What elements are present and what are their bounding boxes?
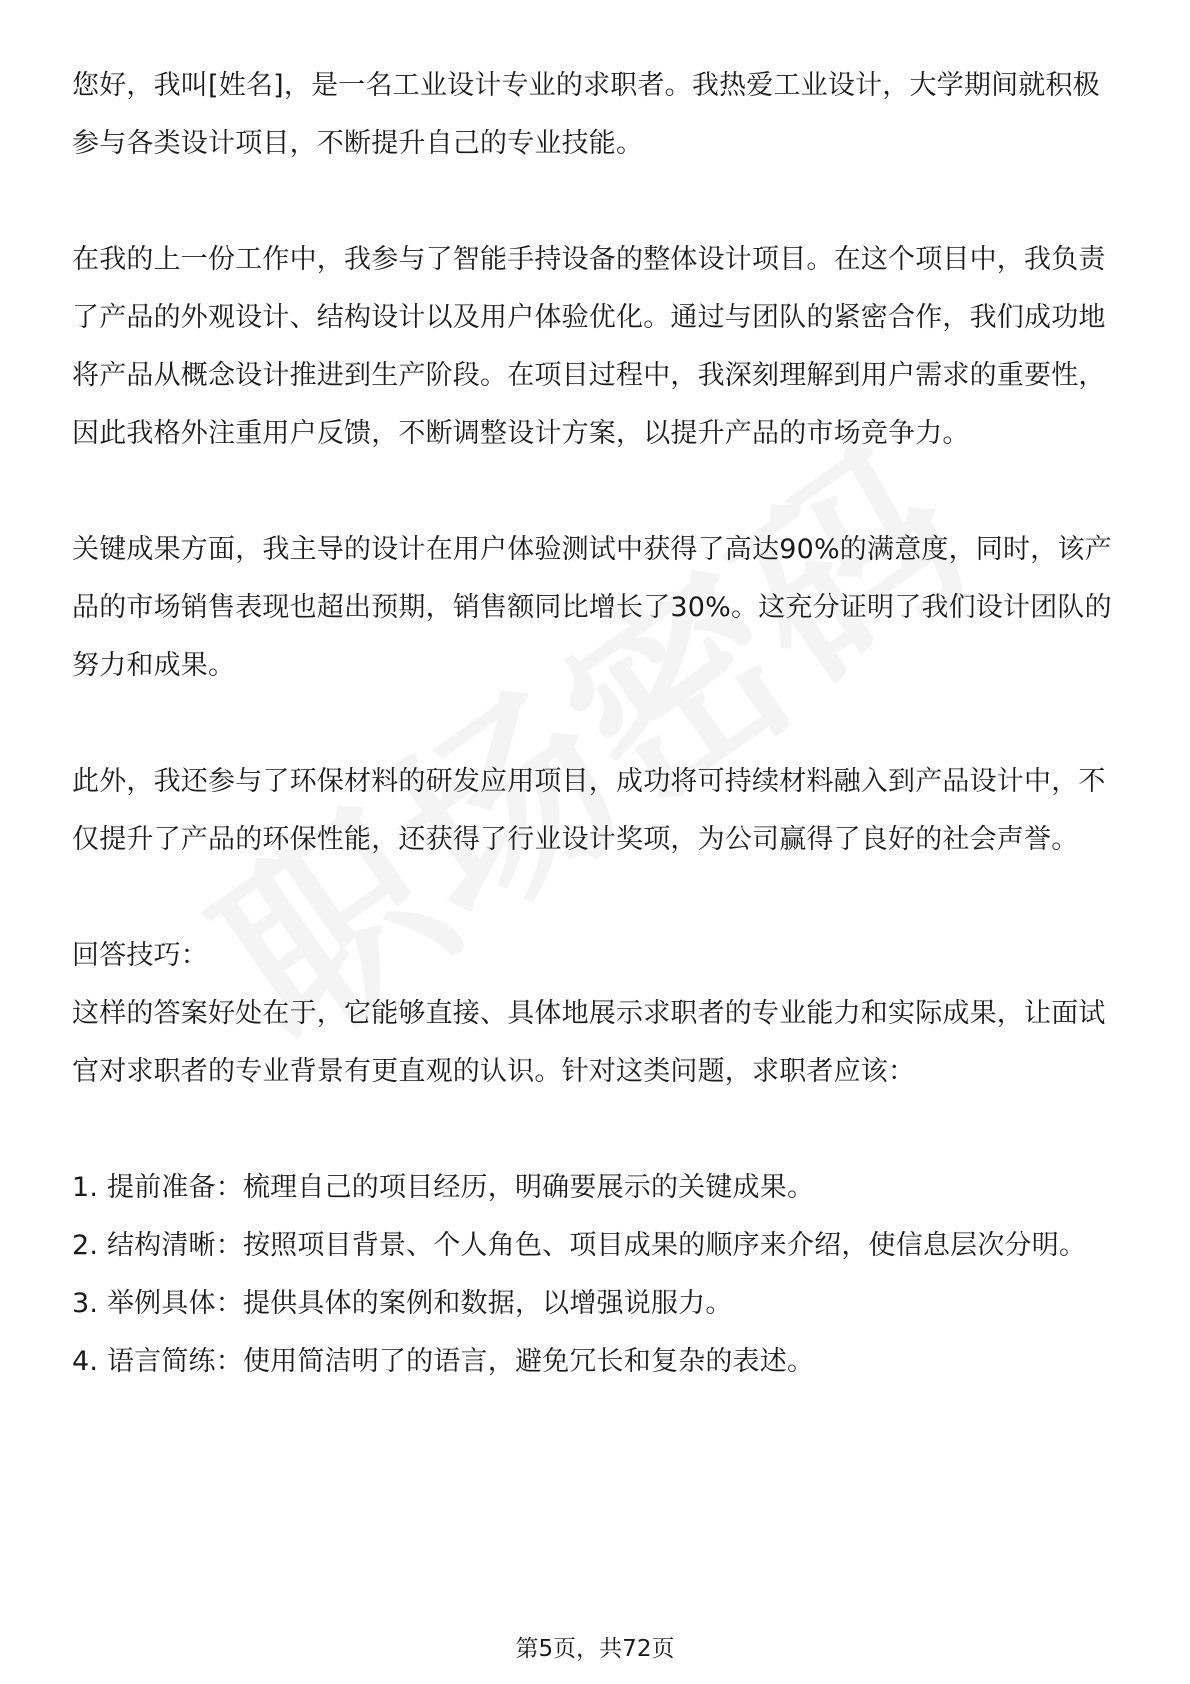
tips-heading: 回答技巧： bbox=[72, 940, 208, 971]
tips-list-item: 4. 语言简练：使用简洁明了的语言，避免冗长和复杂的表述。 bbox=[72, 1346, 815, 1377]
paragraph-intro: 您好，我叫[姓名]，是一名工业设计专业的求职者。我热爱工业设计，大学期间就积极参与各类设计项目，不断提升自己的专业技能。 bbox=[72, 70, 1100, 159]
paragraph-eco-project: 此外，我还参与了环保材料的研发应用项目，成功将可持续材料融入到产品设计中，不仅提升了产品的环保性能，还获得了行业设计奖项，为公司赢得了良好的社会声誉。 bbox=[72, 766, 1106, 855]
document-body bbox=[72, 57, 1122, 1391]
tips-list-item: 3. 举例具体：提供具体的案例和数据，以增强说服力。 bbox=[72, 1288, 733, 1319]
tips-intro: 这样的答案好处在于，它能够直接、具体地展示求职者的专业能力和实际成果，让面试官对求职者的专业背景有更直观的认识。针对这类问题，求职者应该： bbox=[72, 998, 1106, 1087]
spacer bbox=[72, 869, 1122, 927]
spacer bbox=[72, 695, 1122, 753]
tips-list-item: 2. 结构清晰：按照项目背景、个人角色、项目成果的顺序来介绍，使信息层次分明。 bbox=[72, 1230, 1087, 1261]
spacer bbox=[72, 1101, 1122, 1159]
page-number-footer: 第5页，共72页 bbox=[515, 1636, 675, 1662]
tips-list-item: 1. 提前准备：梳理自己的项目经历，明确要展示的关键成果。 bbox=[72, 1172, 815, 1203]
spacer bbox=[72, 463, 1122, 521]
paragraph-project: 在我的上一份工作中，我参与了智能手持设备的整体设计项目。在这个项目中，我负责了产品的外观设计、结构设计以及用户体验优化。通过与团队的紧密合作，我们成功地将产品从概念设计推进到生产阶段。在项目过程中，我深刻理解到用户需求的重要性，因此我格外注重用户反馈，不断调整设计方案，以提升产品的市场竞争力。 bbox=[72, 244, 1106, 449]
spacer bbox=[72, 173, 1122, 231]
paragraph-achievements: 关键成果方面，我主导的设计在用户体验测试中获得了高达90%的满意度，同时，该产品的市场销售表现也超出预期，销售额同比增长了30%。这充分证明了我们设计团队的努力和成果。 bbox=[72, 534, 1112, 681]
